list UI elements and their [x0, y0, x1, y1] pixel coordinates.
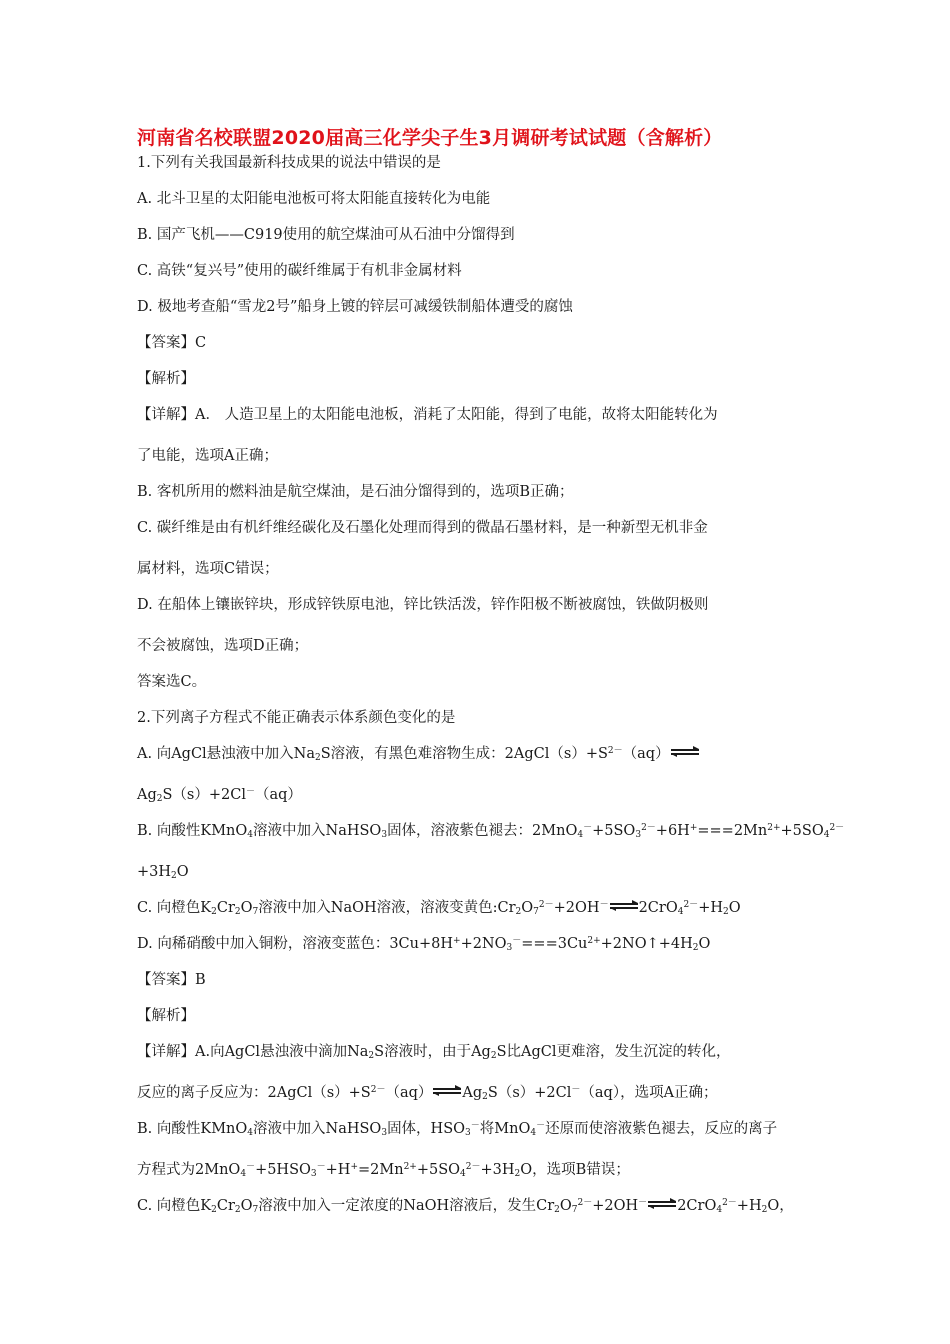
equilibrium-arrow-icon	[671, 748, 699, 756]
question-1-analysis-heading: 【解析】	[137, 371, 195, 387]
question-1-detail-c-cont: 属材料，选项C错误；	[137, 561, 279, 577]
question-1-option-c: C. 高铁“复兴号”使用的碳纤维属于有机非金属材料	[137, 263, 462, 279]
question-2-option-a-cont: $Ag_2S(s)+2Cl^-(aq)$	[137, 787, 302, 804]
question-2-detail-b-cont: 方程式为$2MnO_4^-+5HSO_3^-+H^+=2Mn^{2+}+5SO_4^{2-}+3H_2O$，选项B错误；	[137, 1162, 630, 1179]
question-1-detail-c: C. 碳纤维是由有机纤维经碳化及石墨化处理而得到的微晶石墨材料，是一种新型无机非金	[137, 520, 708, 536]
question-1-conclusion: 答案选C。	[137, 674, 207, 690]
question-2-option-a: A. 向AgCl悬浊液中加入$Na_2S$溶液，有黑色难溶物生成：$2AgCl(s)+S^{2-}(aq)$	[137, 744, 827, 764]
equilibrium-arrow-icon	[433, 1087, 461, 1095]
question-2-detail-a: 【详解】A.向AgCl悬浊液中滴加$Na_2S$溶液时，由于$Ag_2S$比AgCl更难溶，发生沉淀的转化，	[137, 1044, 731, 1061]
question-2-detail-a-cont: 反应的离子反应为：$2AgCl(s)+S^{2-}(aq)$ $Ag_2S(s)+2Cl^-(aq)$，选项A正确；	[137, 1085, 718, 1102]
question-1-stem: 1.下列有关我国最新科技成果的说法中错误的是	[137, 155, 441, 171]
question-1-detail-b: B. 客机所用的燃料油是航空煤油，是石油分馏得到的，选项B正确；	[137, 484, 574, 500]
equilibrium-arrow-icon	[648, 1200, 676, 1208]
document-title: 河南省名校联盟2020届高三化学尖子生3月调研考试试题（含解析）	[137, 127, 723, 149]
question-2-option-d: D. 向稀硝酸中加入铜粉，溶液变蓝色：$3Cu+8H^++2NO_3^-===3Cu^{2+}+2NO↑+4H_2O$	[137, 936, 711, 953]
question-1-option-d: D. 极地考查船“雪龙2号”船身上镀的锌层可减缓铁制船体遭受的腐蚀	[137, 299, 573, 315]
question-2-analysis-heading: 【解析】	[137, 1008, 195, 1024]
question-2-option-c: C. 向橙色$K_2Cr_2O_7$溶液中加入NaOH溶液，溶液变黄色$:Cr_2O_7^{2-}+2OH^-$ $2CrO_4^{2-}+H_2O$	[137, 900, 741, 917]
question-1-detail-d: D. 在船体上镶嵌锌块，形成锌铁原电池，锌比铁活泼，锌作阳极不断被腐蚀，铁做阴极则	[137, 597, 709, 613]
question-2-option-b: B. 向酸性KMnO$_4$溶液中加入NaHSO$_3$固体，溶液紫色褪去：$2MnO_4^-+5SO_3^{2-}+6H^+===2Mn^{2+}+5SO_4^{2-}$	[137, 823, 845, 840]
question-1-detail-a-cont: 了电能，选项A正确；	[137, 448, 278, 464]
question-1-detail-a: 【详解】A． 人造卫星上的太阳能电池板，消耗了太阳能，得到了电能，故将太阳能转化为	[137, 407, 718, 423]
question-2-option-b-cont: $+3H_2O$	[137, 864, 189, 881]
question-2-answer: 【答案】B	[137, 972, 206, 988]
question-1-detail-d-cont: 不会被腐蚀，选项D正确；	[137, 638, 309, 654]
question-1-option-a: A. 北斗卫星的太阳能电池板可将太阳能直接转化为电能	[137, 191, 491, 207]
question-2-stem: 2.下列离子方程式不能正确表示体系颜色变化的是	[137, 710, 456, 726]
equilibrium-arrow-icon	[610, 902, 638, 910]
question-2-detail-c: C. 向橙色$K_2Cr_2O_7$溶液中加入一定浓度的NaOH溶液后，发生$Cr_2O_7^{2-}+2OH^-$ $2CrO_4^{2-}+H_2O$，	[137, 1198, 794, 1215]
question-1-answer: 【答案】C	[137, 335, 207, 351]
question-2-detail-b: B. 向酸性KMnO$_4$溶液中加入NaHSO$_3$固体，$HSO_3^-$将MnO$_4$－还原而使溶液紫色褪去，反应的离子	[137, 1121, 778, 1138]
question-1-option-b: B. 国产飞机——C919使用的航空煤油可从石油中分馏得到	[137, 227, 515, 243]
